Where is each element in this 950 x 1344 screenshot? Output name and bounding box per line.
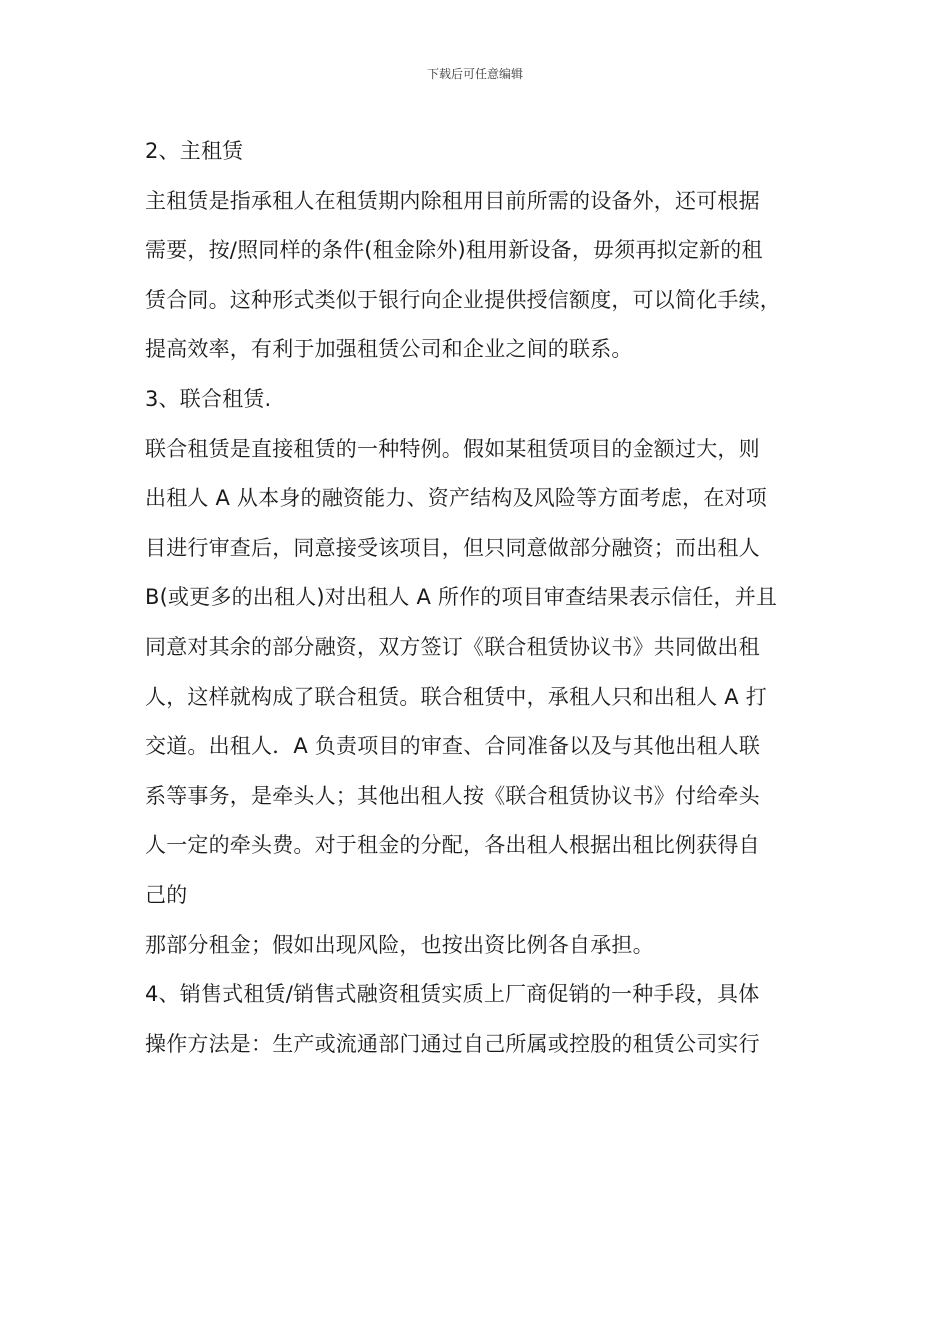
paragraph-line: 赁合同。这种形式类似于银行向企业提供授信额度，可以简化手续， (145, 287, 781, 312)
page-header-note: 下载后可任意编辑 (426, 67, 523, 81)
paragraph-line: 出租人 A 从本身的融资能力、资产结构及风险等方面考虑，在对项 (145, 486, 767, 511)
paragraph-line: 目进行审查后，同意接受该项目，但只同意做部分融资；而出租人 (145, 535, 760, 560)
paragraph-line: 联合租赁是直接租赁的一种特例。假如某租赁项目的金额过大，则 (145, 436, 760, 461)
section-heading-joint-lease: 3、联合租赁. (145, 386, 272, 411)
paragraph-line: 需要，按/照同样的条件(租金除外)租用新设备，毋须再拟定新的租 (145, 238, 763, 263)
section-heading-sales-lease: 4、销售式租赁/销售式融资租赁实质上厂商促销的一种手段，具体 (145, 982, 760, 1007)
paragraph-line: 操作方法是：生产或流通部门通过自己所属或控股的租赁公司实行 (145, 1031, 760, 1056)
paragraph-line: 交道。出租人．A 负责项目的审查、合同准备以及与其他出租人联 (145, 734, 761, 759)
paragraph-line: B(或更多的出租人)对出租人 A 所作的项目审查结果表示信任，并且 (145, 585, 778, 610)
paragraph-line: 那部分租金；假如出现风险，也按出资比例各自承担。 (145, 932, 654, 957)
paragraph-line: 系等事务，是牵头人；其他出租人按《联合租赁协议书》付给牵头 (145, 783, 760, 808)
document-body (145, 134, 835, 1076)
paragraph-line: 同意对其余的部分融资，双方签订《联合租赁协议书》共同做出租 (145, 634, 760, 659)
paragraph-line: 人，这样就构成了联合租赁。联合租赁中，承租人只和出租人 A 打 (145, 684, 767, 709)
paragraph-line: 人一定的牵头费。对于租金的分配，各出租人根据出租比例获得自 (145, 833, 760, 858)
paragraph-line: 主租赁是指承租人在租赁期内除租用目前所需的设备外，还可根据 (145, 188, 760, 213)
paragraph-line: 己的 (145, 882, 188, 907)
paragraph-line: 提高效率，有利于加强租赁公司和企业之间的联系。 (145, 337, 633, 362)
section-heading-main-lease: 2、主租赁 (145, 139, 244, 163)
